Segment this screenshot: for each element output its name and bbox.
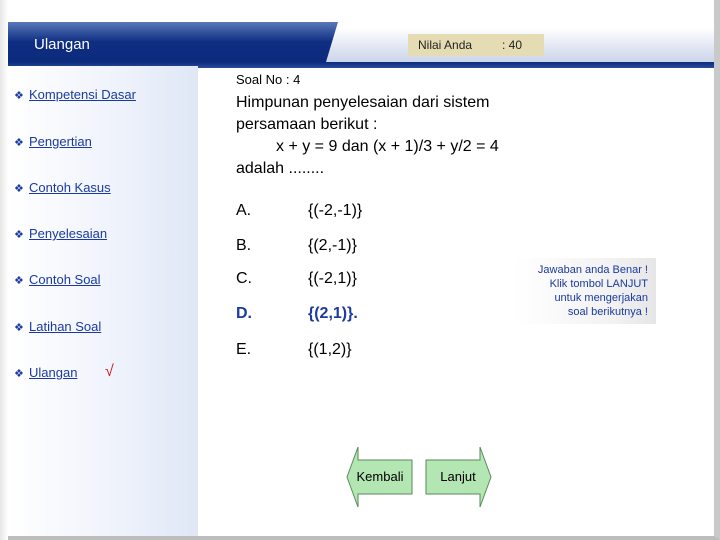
- back-button[interactable]: [346, 446, 414, 508]
- option-letter: B.: [236, 237, 252, 254]
- back-button-label: Kembali: [356, 469, 404, 484]
- option-a[interactable]: [236, 202, 362, 220]
- option-letter: C.: [236, 270, 252, 287]
- diamond-bullet-icon: ❖: [14, 137, 24, 149]
- score-value: : 40: [502, 38, 523, 52]
- option-text: {(2,-1)}: [308, 237, 357, 254]
- sidebar-item-label: Penyelesaian: [29, 226, 108, 241]
- option-e[interactable]: [236, 341, 352, 359]
- sidebar-item-label: Contoh Soal: [29, 272, 101, 287]
- option-letter: E.: [236, 341, 252, 358]
- option-text: {(2,1)}.: [308, 305, 358, 322]
- option-b[interactable]: [236, 237, 357, 255]
- option-text: {(-2,1)}: [308, 270, 357, 287]
- option-letter: A.: [236, 202, 252, 219]
- option-letter: D.: [236, 305, 252, 322]
- sidebar-item-label: Latihan Soal: [29, 319, 102, 334]
- sidebar-item-latihan-soal[interactable]: [14, 319, 101, 334]
- feedback-line: Jawaban anda Benar !: [537, 264, 648, 276]
- option-c[interactable]: [236, 270, 357, 288]
- question-number: Soal No : 4: [236, 72, 301, 87]
- diamond-bullet-icon: ❖: [14, 229, 24, 241]
- sidebar-item-label: Kompetensi Dasar: [29, 87, 136, 102]
- question-text: [236, 92, 499, 180]
- header: [8, 22, 714, 66]
- sidebar-item-contoh-soal[interactable]: [14, 272, 101, 287]
- diamond-bullet-icon: ❖: [14, 183, 24, 195]
- diamond-bullet-icon: ❖: [14, 368, 24, 380]
- sidebar-item-label: Contoh Kasus: [29, 180, 111, 195]
- question-line: Himpunan penyelesaian dari sistem: [236, 94, 490, 111]
- diamond-bullet-icon: ❖: [14, 90, 24, 102]
- sidebar-item-ulangan[interactable]: [14, 365, 77, 380]
- sidebar-item-kompetensi-dasar[interactable]: [14, 87, 136, 102]
- sidebar-item-contoh-kasus[interactable]: [14, 180, 111, 195]
- diamond-bullet-icon: ❖: [14, 322, 24, 334]
- window-left-edge: [0, 0, 8, 540]
- sidebar-item-label: Pengertian: [29, 134, 92, 149]
- feedback-line: untuk mengerjakan: [554, 292, 648, 304]
- next-button[interactable]: [424, 446, 492, 508]
- page-title: Ulangan: [34, 36, 90, 53]
- sidebar-item-penyelesaian[interactable]: [14, 226, 107, 241]
- sidebar-item-pengertian[interactable]: [14, 134, 92, 149]
- question-equation: x + y = 9 dan (x + 1)/3 + y/2 = 4: [276, 138, 499, 155]
- diamond-bullet-icon: ❖: [14, 275, 24, 287]
- feedback-message: [514, 258, 656, 324]
- sidebar-item-label: Ulangan: [29, 365, 78, 380]
- score-label: Nilai Anda: [418, 38, 473, 52]
- question-line: adalah ........: [236, 160, 325, 177]
- question-line: persamaan berikut :: [236, 116, 378, 133]
- active-check-icon: √: [105, 363, 114, 380]
- feedback-line: Klik tombol LANJUT: [549, 278, 648, 290]
- option-text: {(1,2)}: [308, 341, 352, 358]
- option-d-selected[interactable]: [236, 305, 358, 323]
- next-button-label: Lanjut: [440, 469, 476, 484]
- feedback-line: soal berikutnya !: [567, 306, 648, 318]
- option-text: {(-2,-1)}: [308, 202, 363, 219]
